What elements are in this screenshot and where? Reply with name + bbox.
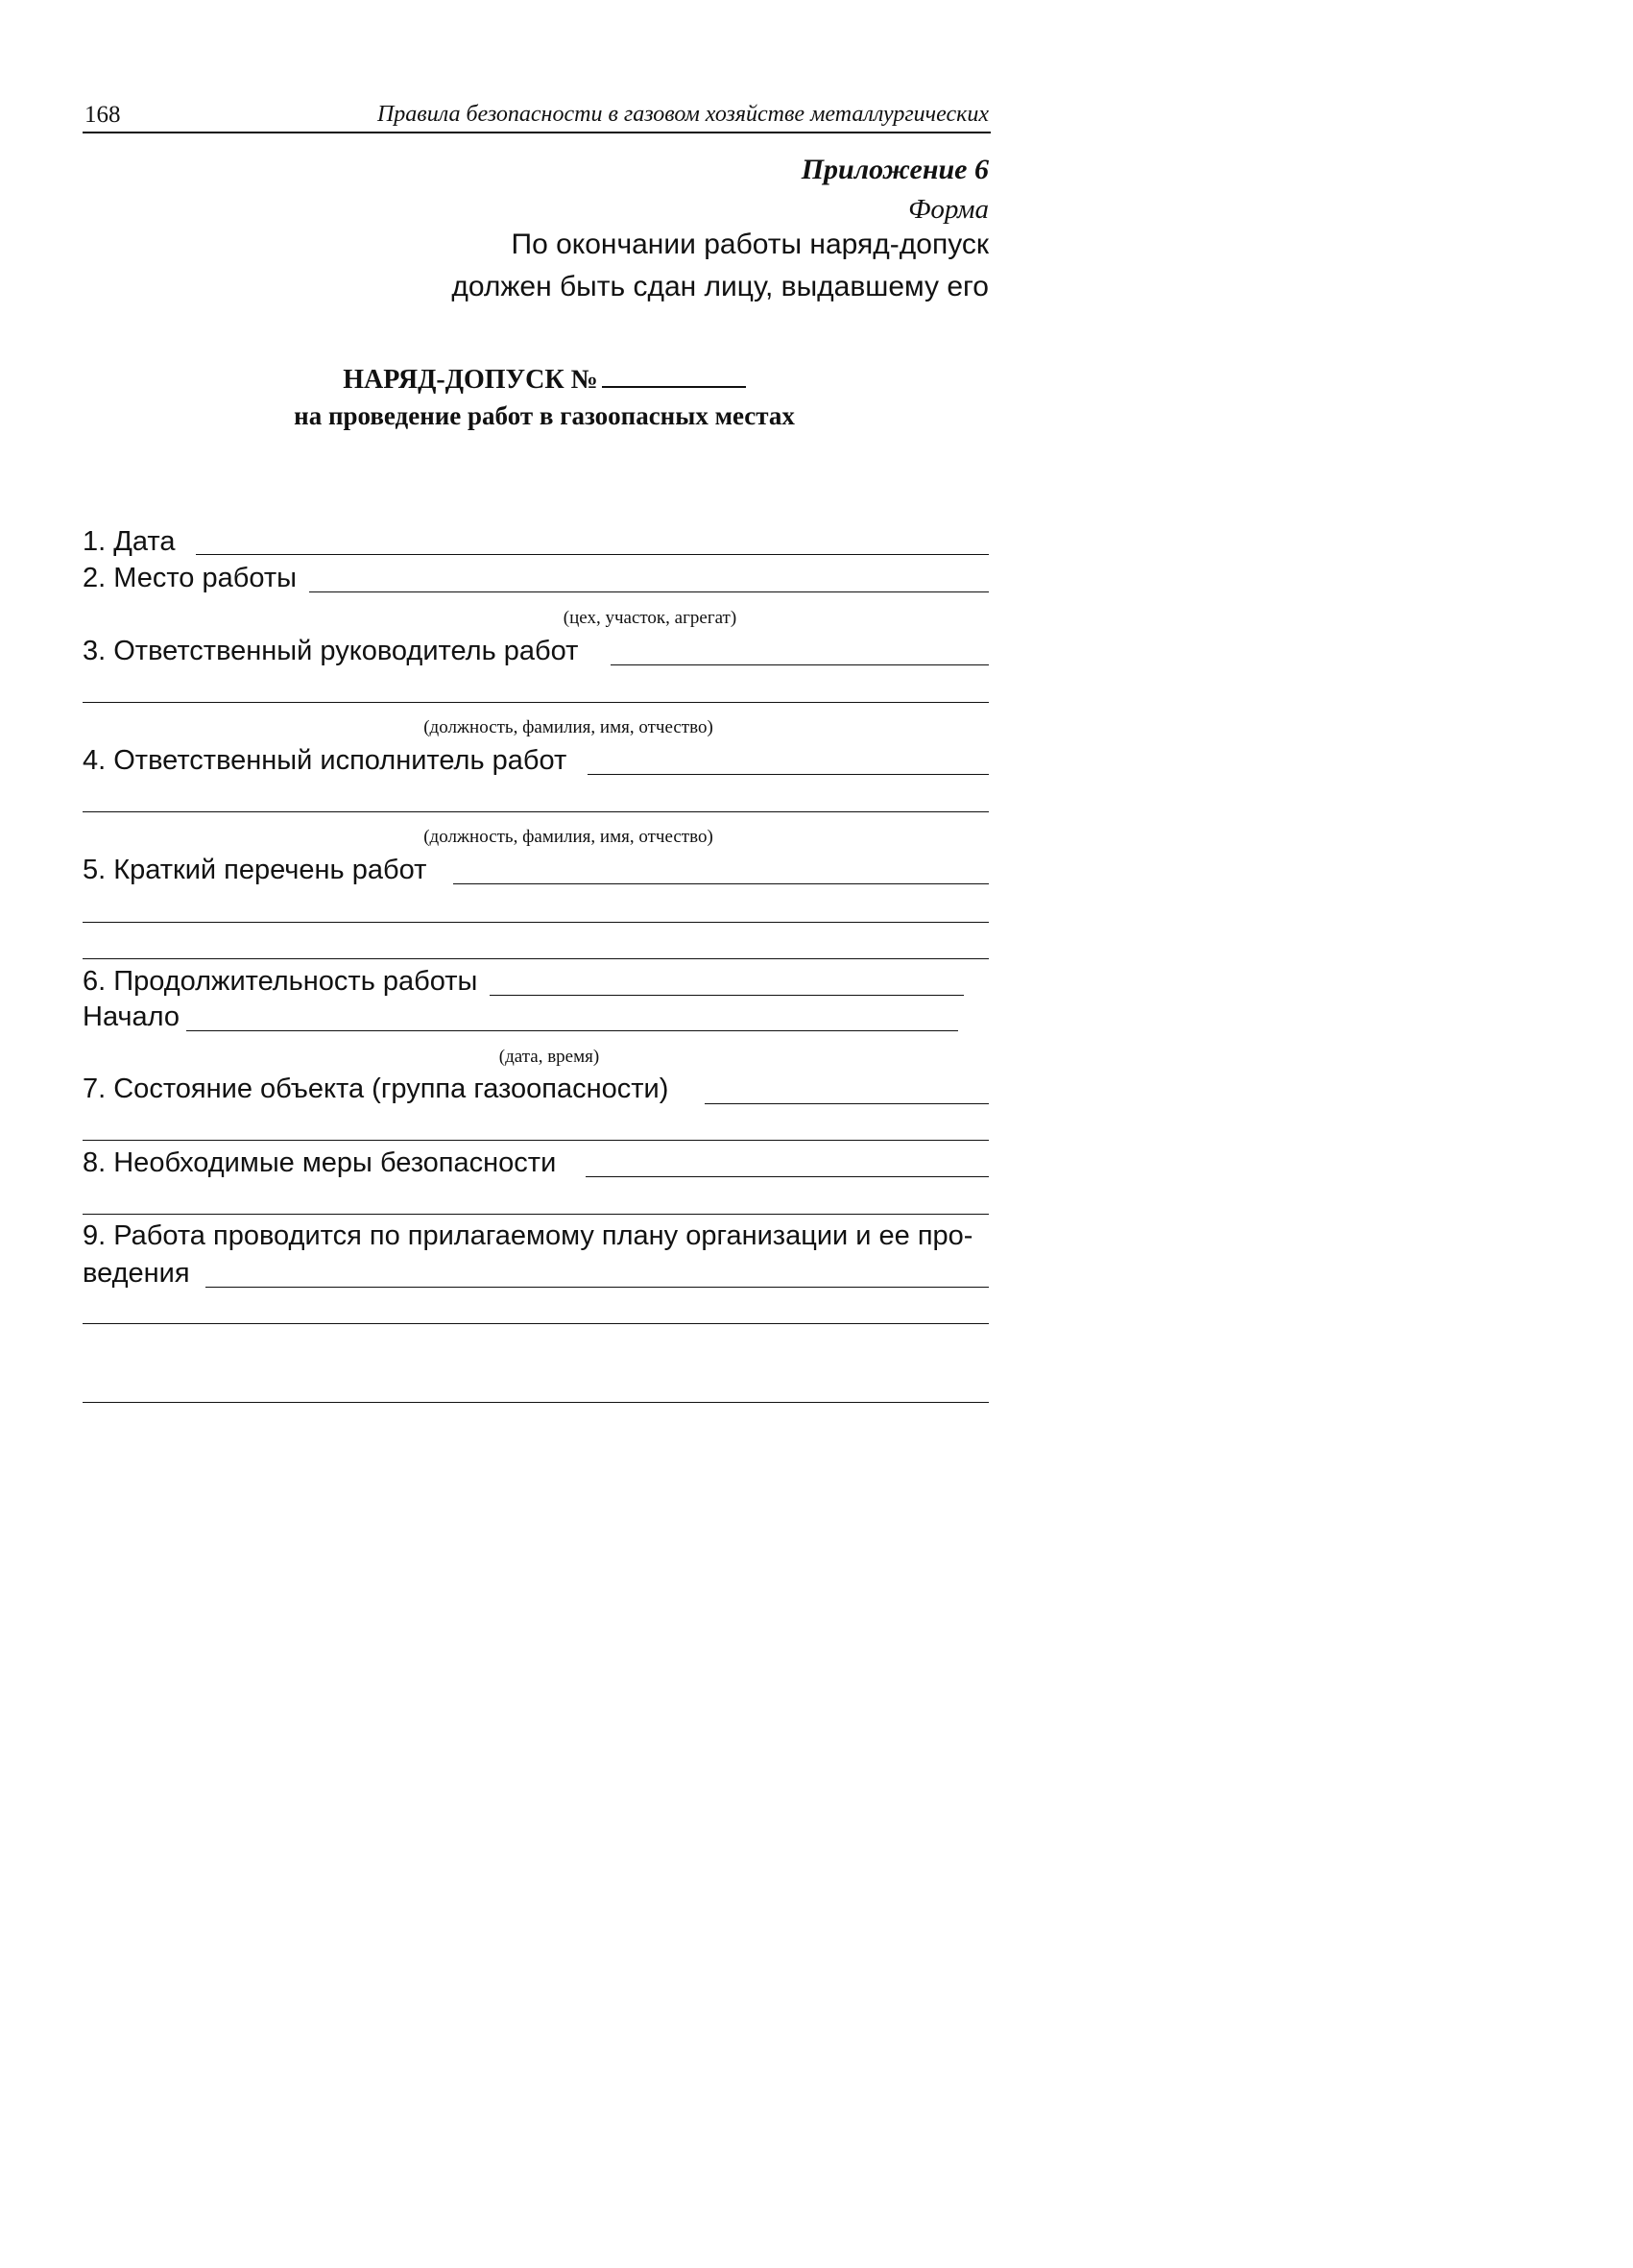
permit-title-text: НАРЯД-ДОПУСК № <box>343 365 598 395</box>
running-head: Правила безопасности в газовом хозяйстве металлургических <box>376 102 989 127</box>
field-start-label: Начало <box>83 1001 180 1032</box>
form-label: Форма <box>908 194 989 225</box>
field-duration-label: 6. Продолжительность работы <box>83 966 478 997</box>
field-executor-caption: (должность, фамилия, имя, отчество) <box>423 827 713 847</box>
field-manager-label: 3. Ответственный руководитель работ <box>83 636 579 666</box>
field-worklist-label: 5. Краткий перечень работ <box>83 855 427 885</box>
field-workplace-label: 2. Место работы <box>83 563 297 593</box>
field-worklist-line-2 <box>83 922 989 923</box>
field-plan-label-line-2: ведения <box>83 1258 190 1289</box>
field-workplace-line <box>309 591 989 592</box>
field-date-line <box>196 554 989 555</box>
field-object-state-line <box>705 1103 989 1104</box>
field-duration-line <box>490 995 964 996</box>
return-note-line-2: должен быть сдан лицу, выдавшему его <box>451 271 989 302</box>
field-safety-label: 8. Необходимые меры безопасности <box>83 1147 557 1178</box>
field-plan-label-line-1: 9. Работа проводится по прилагаемому плану организации и ее про- <box>83 1220 973 1251</box>
field-safety-line-2 <box>83 1214 989 1215</box>
field-workplace-caption: (цех, участок, агрегат) <box>563 608 737 628</box>
field-object-state-label: 7. Состояние объекта (группа газоопасности) <box>83 1074 669 1104</box>
field-start-caption: (дата, время) <box>498 1047 600 1067</box>
return-note-line-1: По окончании работы наряд-допуск <box>511 229 989 260</box>
appendix-label: Приложение 6 <box>801 154 989 185</box>
field-manager-line-2 <box>83 702 989 703</box>
permit-title <box>0 363 1089 396</box>
field-plan-line <box>205 1287 989 1288</box>
field-plan-line-3 <box>83 1402 989 1403</box>
permit-subtitle: на проведение работ в газоопасных местах <box>294 401 795 430</box>
field-safety-line <box>586 1176 989 1177</box>
field-start-line <box>186 1030 958 1031</box>
field-plan-line-2 <box>83 1323 989 1324</box>
field-executor-label: 4. Ответственный исполнитель работ <box>83 745 567 776</box>
field-worklist-line-3 <box>83 958 989 959</box>
field-worklist-line <box>453 883 989 884</box>
field-executor-line <box>588 774 989 775</box>
field-manager-line <box>611 664 989 665</box>
field-executor-line-2 <box>83 811 989 812</box>
field-manager-caption: (должность, фамилия, имя, отчество) <box>423 717 713 737</box>
header-rule <box>83 132 991 133</box>
page-number: 168 <box>84 102 121 128</box>
field-date-label: 1. Дата <box>83 526 176 557</box>
permit-number-blank <box>602 363 746 388</box>
field-object-state-line-2 <box>83 1140 989 1141</box>
